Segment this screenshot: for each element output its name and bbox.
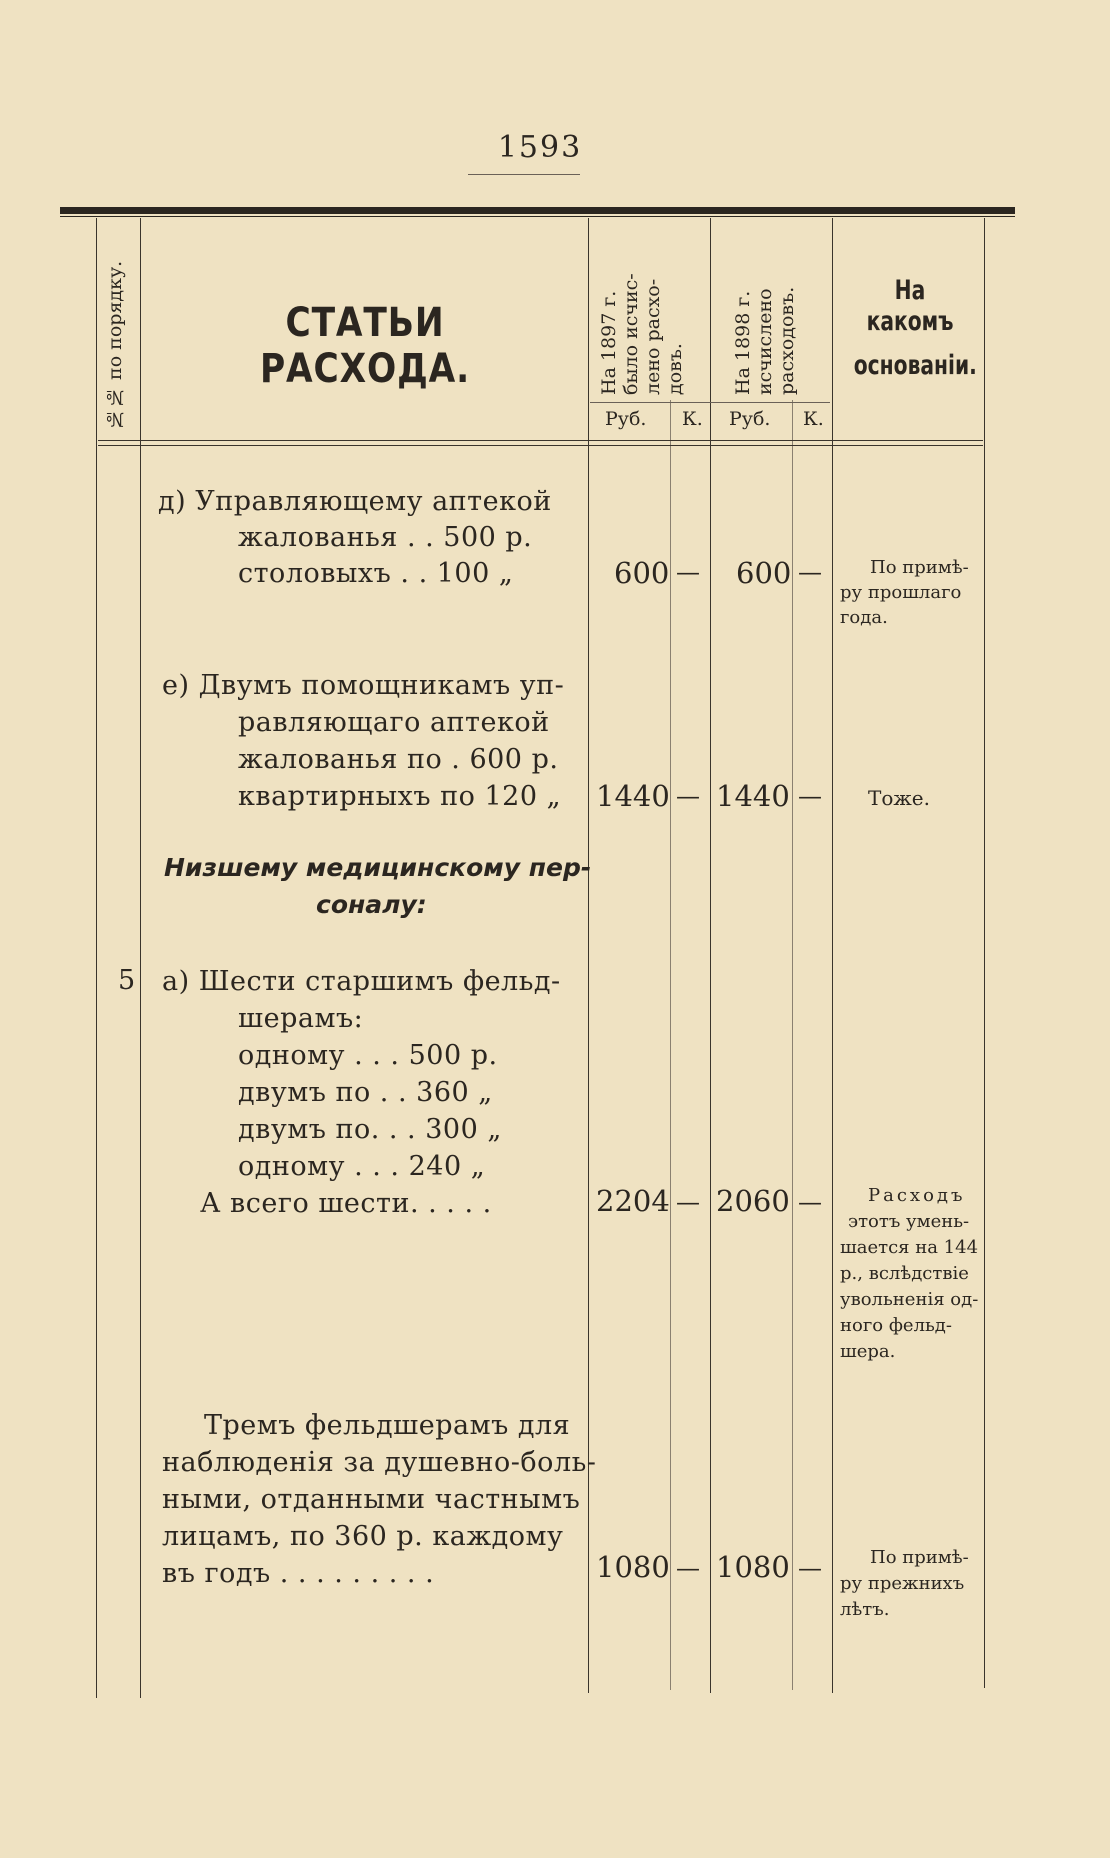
header-basis-line1: На какомъ: [866, 275, 954, 337]
col-line-kop1898: [792, 400, 793, 1690]
row-three-note-line1: По примѣ-: [870, 1547, 969, 1568]
row-three-line3: ными, отданными частнымъ: [162, 1484, 581, 1515]
row-d-note-line2: ру прошлаго: [840, 582, 962, 603]
row-a-note-line2: этотъ умень-: [848, 1211, 970, 1232]
row-three-line2: наблюденія за душевно-боль-: [162, 1447, 597, 1478]
row-d-note-line1: По примѣ-: [870, 557, 969, 578]
row-a-line3: одному . . . 500 р.: [238, 1040, 498, 1071]
row-a-note-line5: увольненія од-: [840, 1289, 979, 1310]
header-basis-line2: основаніи.: [853, 350, 977, 381]
row-e-amount-1897: 1440: [596, 779, 670, 813]
table-top-rule-thin: [60, 216, 1015, 217]
row-a-line1: а) Шести старшимъ фельд-: [162, 966, 561, 997]
row-three-line4: лицамъ, по 360 р. каждому: [162, 1521, 564, 1552]
row-d-line2: жалованья . . 500 р.: [238, 522, 533, 553]
row-e-line3: жалованья по . 600 р.: [238, 744, 559, 775]
row-e-note: Тоже.: [868, 786, 930, 810]
row-a-kop-1897: —: [676, 1188, 700, 1216]
header-items-title: СТАТЬИ РАСХОДА.: [259, 300, 471, 392]
header-bottom-rule-2: [98, 445, 983, 446]
row-three-amount-1897: 1080: [596, 1550, 670, 1584]
row-d-kop-1898: —: [798, 558, 822, 586]
row-three-amount-1898: 1080: [716, 1550, 790, 1584]
header-sub-rule: [590, 402, 830, 403]
row-d-kop-1897: —: [676, 558, 700, 586]
row-e-line2: равляющаго аптекой: [238, 707, 550, 738]
row-three-note-line3: лѣтъ.: [840, 1599, 890, 1620]
row-a-note-line3: шается на 144: [840, 1237, 979, 1258]
section-heading-line1: Низшему медицинскому пер-: [164, 853, 592, 882]
section-heading-line2: соналу:: [316, 890, 427, 919]
row-a-line5: двумъ по. . . 300 „: [238, 1114, 502, 1145]
header-number-column: №№ по порядку.: [104, 260, 126, 430]
row-a-number: 5: [118, 965, 136, 996]
header-1897-line4: довъ.: [664, 343, 686, 395]
row-e-kop-1897: —: [676, 782, 700, 810]
header-1897-line3: лено расхо-: [642, 278, 664, 395]
row-a-amount-1898: 2060: [716, 1184, 790, 1218]
page-number-rule: [468, 174, 580, 175]
row-three-line5: въ годъ . . . . . . . . .: [162, 1558, 435, 1589]
row-three-kop-1898: —: [798, 1554, 822, 1582]
row-a-line2: шерамъ:: [238, 1003, 364, 1034]
row-a-kop-1898: —: [798, 1188, 822, 1216]
row-e-kop-1898: —: [798, 782, 822, 810]
row-d-note-line3: года.: [840, 607, 888, 628]
header-rub-1898: Руб.: [729, 408, 771, 430]
row-d-amount-1898: 600: [736, 556, 792, 590]
header-bottom-rule: [98, 440, 983, 441]
header-1898-line2: исчислено: [754, 288, 776, 395]
header-rub-1897: Руб.: [605, 408, 647, 430]
col-line-left: [96, 218, 97, 1698]
header-kop-1897: К.: [682, 408, 703, 430]
row-a-note-line7: шера.: [840, 1341, 896, 1362]
row-e-line4: квартирныхъ по 120 „: [238, 781, 562, 812]
row-a-amount-1897: 2204: [596, 1184, 670, 1218]
row-three-line1: Тремъ фельдшерамъ для: [204, 1410, 571, 1441]
row-a-line6: одному . . . 240 „: [238, 1151, 486, 1182]
row-a-line4: двумъ по . . 360 „: [238, 1077, 493, 1108]
col-line-right: [984, 218, 985, 1688]
row-d-amount-1897: 600: [614, 556, 670, 590]
header-kop-1898: К.: [803, 408, 824, 430]
row-a-note-line1: Расходъ: [868, 1185, 966, 1206]
col-line-kop1897: [670, 400, 671, 1690]
row-d-line3: столовыхъ . . 100 „: [238, 558, 514, 589]
table-top-rule: [60, 207, 1015, 214]
row-d-line1: д) Управляющему аптекой: [158, 486, 552, 517]
header-1897-line2: было исчис-: [620, 273, 642, 395]
row-a-line7: А всего шести. . . . .: [200, 1188, 492, 1219]
header-1898-line3: расходовъ.: [776, 286, 798, 395]
row-a-note-line6: ного фельд-: [840, 1315, 952, 1336]
row-a-note-line4: р., вслѣдствіе: [840, 1263, 969, 1284]
row-e-line1: е) Двумъ помощникамъ уп-: [162, 670, 565, 701]
row-e-amount-1898: 1440: [716, 779, 790, 813]
header-1897-line1: На 1897 г.: [598, 290, 620, 395]
row-three-note-line2: ру прежнихъ: [840, 1573, 965, 1594]
header-1898-line1: На 1898 г.: [732, 290, 754, 395]
row-three-kop-1897: —: [676, 1554, 700, 1582]
page-number: 1593: [497, 130, 583, 165]
